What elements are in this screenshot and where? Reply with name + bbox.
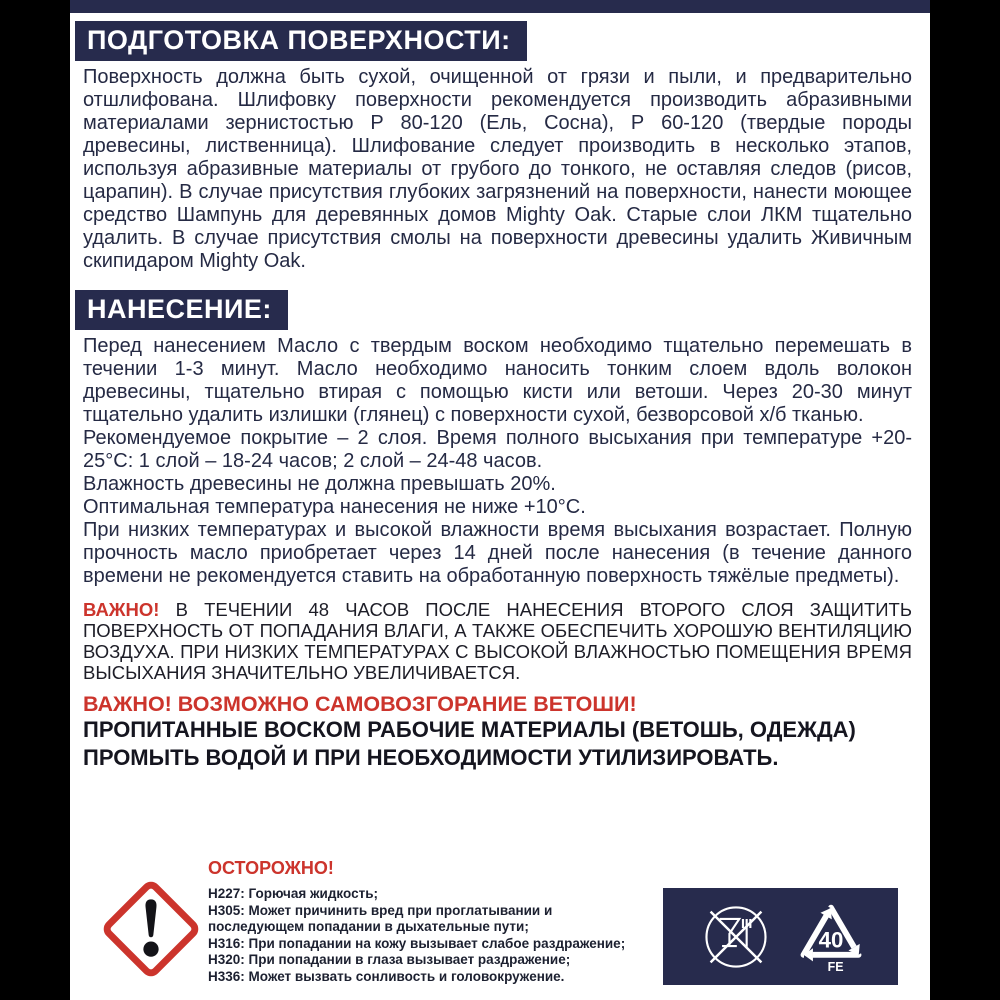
- recycling-40-fe-icon: [795, 897, 867, 976]
- recycling-number-label: 40: [818, 927, 843, 953]
- hazard-statement: последующем попадании в дыхательные пути;: [208, 919, 529, 934]
- preparation-section: [70, 66, 930, 273]
- hazard-statements-block: [208, 858, 668, 985]
- selfignition-headline: ВАЖНО! ВОЗМОЖНО САМОВОЗГОРАНИЕ ВЕТОШИ!: [83, 692, 637, 716]
- important-text: В ТЕЧЕНИИ 48 ЧАСОВ ПОСЛЕ НАНЕСЕНИЯ ВТОРОГО СЛОЯ ЗАЩИТИТЬ ПОВЕРХНОСТЬ ОТ ПОПАДАНИЯ ВЛАГИ, А ТАКЖЕ ОБЕСПЕЧИТЬ ХОРОШУЮ ВЕНТИЛЯЦИЮ ВОЗДУХА. ПРИ НИЗКИХ ТЕМПЕРАТУРАХ С ВЫСОКОЙ ВЛАЖНОСТЬЮ ПОМЕЩЕНИЯ ВРЕМЯ ВЫСЫХАНИЯ ЗНАЧИТЕЛЬНО УВЕЛИЧИВАЕТСЯ.: [83, 599, 912, 683]
- application-section: [70, 335, 930, 772]
- top-navy-strip: [70, 0, 930, 13]
- hazard-statement: H227: Горючая жидкость;: [208, 886, 378, 901]
- selfignition-line: ПРОПИТАННЫЕ ВОСКОМ РАБОЧИЕ МАТЕРИАЛЫ (ВЕТОШЬ, ОДЕЖДА): [83, 717, 856, 742]
- application-paragraph: Влажность древесины не должна превышать 20%.: [83, 473, 556, 495]
- important-lead: ВАЖНО!: [83, 599, 160, 620]
- section-title-preparation: ПОДГОТОВКА ПОВЕРХНОСТИ:: [75, 21, 527, 61]
- selfignition-line: ПРОМЫТЬ ВОДОЙ И ПРИ НЕОБХОДИМОСТИ УТИЛИЗИРОВАТЬ.: [83, 745, 779, 770]
- ghs07-exclamation-icon: [98, 874, 204, 984]
- recycling-material-label: FE: [827, 960, 844, 975]
- label-panel: [70, 0, 930, 1000]
- preparation-body: Поверхность должна быть сухой, очищенной от грязи и пыли, и предварительно отшлифована. Шлифовку поверхности рекомендуется производить абразивными материалами зернистостью Р 80-120 (Ель, Сосна), Р 60-120 (твердые породы древесины, лиственница). Шлифование следует производить в несколько этапов, используя абразивные материалы от грубого до тонкого, не оставляя следов (рисов, царапин). В случае присутствия глубоких загрязнений на поверхности, нанести моющее средство Шампунь для деревянных домов Mighty Oak. Старые слои ЛКМ тщательно удалить. В случае присутствия смолы на поверхности древесины удалить Живичным скипидаром Mighty Oak.: [83, 66, 912, 272]
- hazard-statement: H320: При попадании в глаза вызывает раздражение;: [208, 952, 571, 967]
- application-paragraph: Перед нанесением Масло с твердым воском необходимо тщательно перемешать в течении 1-3 минут. Масло необходимо наносить тонким слоем вдоль волокон древесины, тщательно втирая с помощью кисти или ветоши. Через 20-30 минут тщательно удалить излишки (глянец) с поверхности сухой, безворсовой х/б тканью.: [83, 335, 912, 426]
- hazard-statement: H316: При попадании на кожу вызывает слабое раздражение;: [208, 935, 626, 951]
- application-paragraph: При низких температурах и высокой влажности время высыхания возрастает. Полную прочность масло приобретает через 14 дней после нанесения (в течение данного времени не рекомендуется ставить на обработанную поверхность тяжёлые предметы).: [83, 519, 912, 587]
- no-food-contact-icon: [695, 896, 777, 978]
- hazard-statement: H305: Может причинить вред при проглатывании и: [208, 902, 553, 918]
- hazard-title: ОСТОРОЖНО!: [208, 858, 334, 878]
- packaging-icons-box: [663, 888, 898, 985]
- application-paragraph: Оптимальная температура нанесения не ниже +10°С.: [83, 496, 586, 518]
- application-paragraph: Рекомендуемое покрытие – 2 слоя. Время полного высыхания при температуре +20-25°С: 1 слой – 18-24 часов; 2 слой – 24-48 часов.: [83, 427, 912, 472]
- important-paragraph: [83, 599, 912, 683]
- hazard-statement: H336: Может вызвать сонливость и головокружение.: [208, 968, 565, 984]
- section-title-application: НАНЕСЕНИЕ:: [75, 290, 288, 330]
